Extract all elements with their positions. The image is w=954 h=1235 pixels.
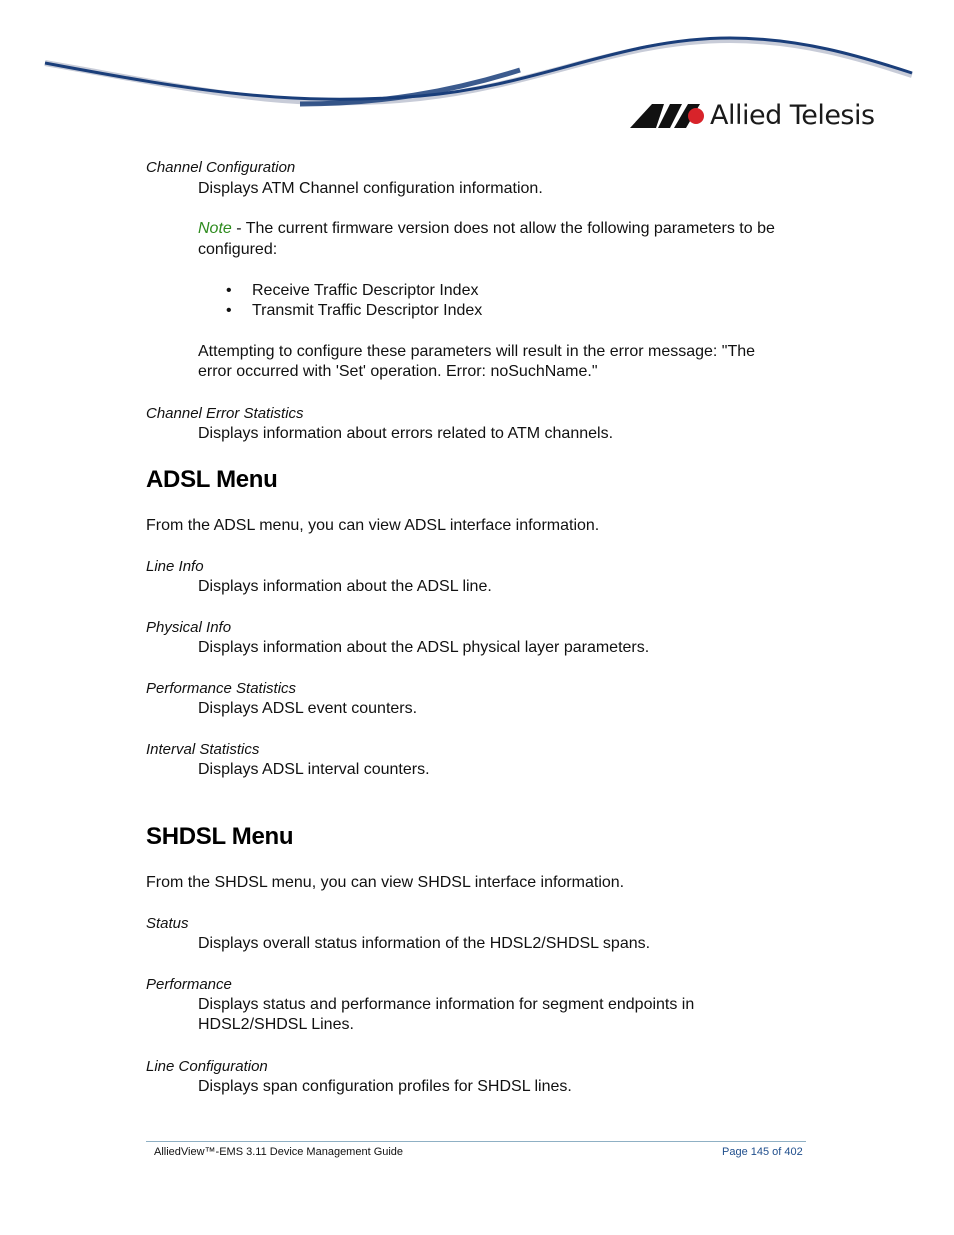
heading-shdsl-menu: SHDSL Menu	[146, 823, 294, 850]
term-performance-statistics: Performance Statistics	[146, 680, 297, 697]
term-channel-error-statistics: Channel Error Statistics	[146, 405, 304, 422]
logo-wordmark: Allied Telesis	[710, 100, 875, 131]
term-physical-info: Physical Info	[146, 619, 232, 636]
term-interval-statistics: Interval Statistics	[146, 741, 260, 758]
logo-mark-icon	[630, 104, 706, 128]
note-text: - The current firmware version does not allow the following parameters to be	[231, 220, 775, 237]
term-status: Status	[146, 915, 189, 932]
error-message-line-1: Attempting to configure these parameters will result in the error message: "The	[198, 343, 756, 360]
note-line-1	[198, 220, 775, 238]
desc-line-configuration: Displays span configuration profiles for SHDSL lines.	[198, 1078, 572, 1095]
bullet-dot-icon: •	[226, 282, 232, 299]
footer-divider	[146, 1141, 806, 1142]
desc-channel-configuration: Displays ATM Channel configuration information.	[198, 180, 543, 197]
desc-status: Displays overall status information of the HDSL2/SHDSL spans.	[198, 935, 651, 952]
note-line-2: configured:	[198, 241, 278, 258]
term-channel-configuration: Channel Configuration	[146, 159, 296, 176]
term-line-configuration: Line Configuration	[146, 1058, 268, 1075]
term-line-info: Line Info	[146, 558, 204, 575]
desc-performance-cont: HDSL2/SHDSL Lines.	[198, 1016, 354, 1033]
heading-adsl-menu: ADSL Menu	[146, 466, 278, 493]
desc-performance: Displays status and performance information for segment endpoints in	[198, 996, 695, 1013]
allied-telesis-logo	[630, 100, 875, 134]
desc-channel-error-statistics: Displays information about errors related to ATM channels.	[198, 425, 614, 442]
desc-performance-statistics: Displays ADSL event counters.	[198, 700, 418, 717]
bullet-dot-icon: •	[226, 302, 232, 319]
bullet-item: Transmit Traffic Descriptor Index	[252, 302, 483, 319]
note-label: Note	[198, 220, 232, 237]
shdsl-intro: From the SHDSL menu, you can view SHDSL interface information.	[146, 874, 625, 891]
desc-line-info: Displays information about the ADSL line.	[198, 578, 492, 595]
error-message-line-2: error occurred with 'Set' operation. Error: noSuchName."	[198, 363, 598, 380]
desc-physical-info: Displays information about the ADSL physical layer parameters.	[198, 639, 650, 656]
footer-page-number: Page 145 of 402	[722, 1146, 803, 1158]
bullet-item: Receive Traffic Descriptor Index	[252, 282, 479, 299]
desc-interval-statistics: Displays ADSL interval counters.	[198, 761, 430, 778]
footer-document-title: AlliedView™-EMS 3.11 Device Management Guide	[154, 1146, 404, 1158]
term-performance: Performance	[146, 976, 232, 993]
adsl-intro: From the ADSL menu, you can view ADSL interface information.	[146, 517, 600, 534]
